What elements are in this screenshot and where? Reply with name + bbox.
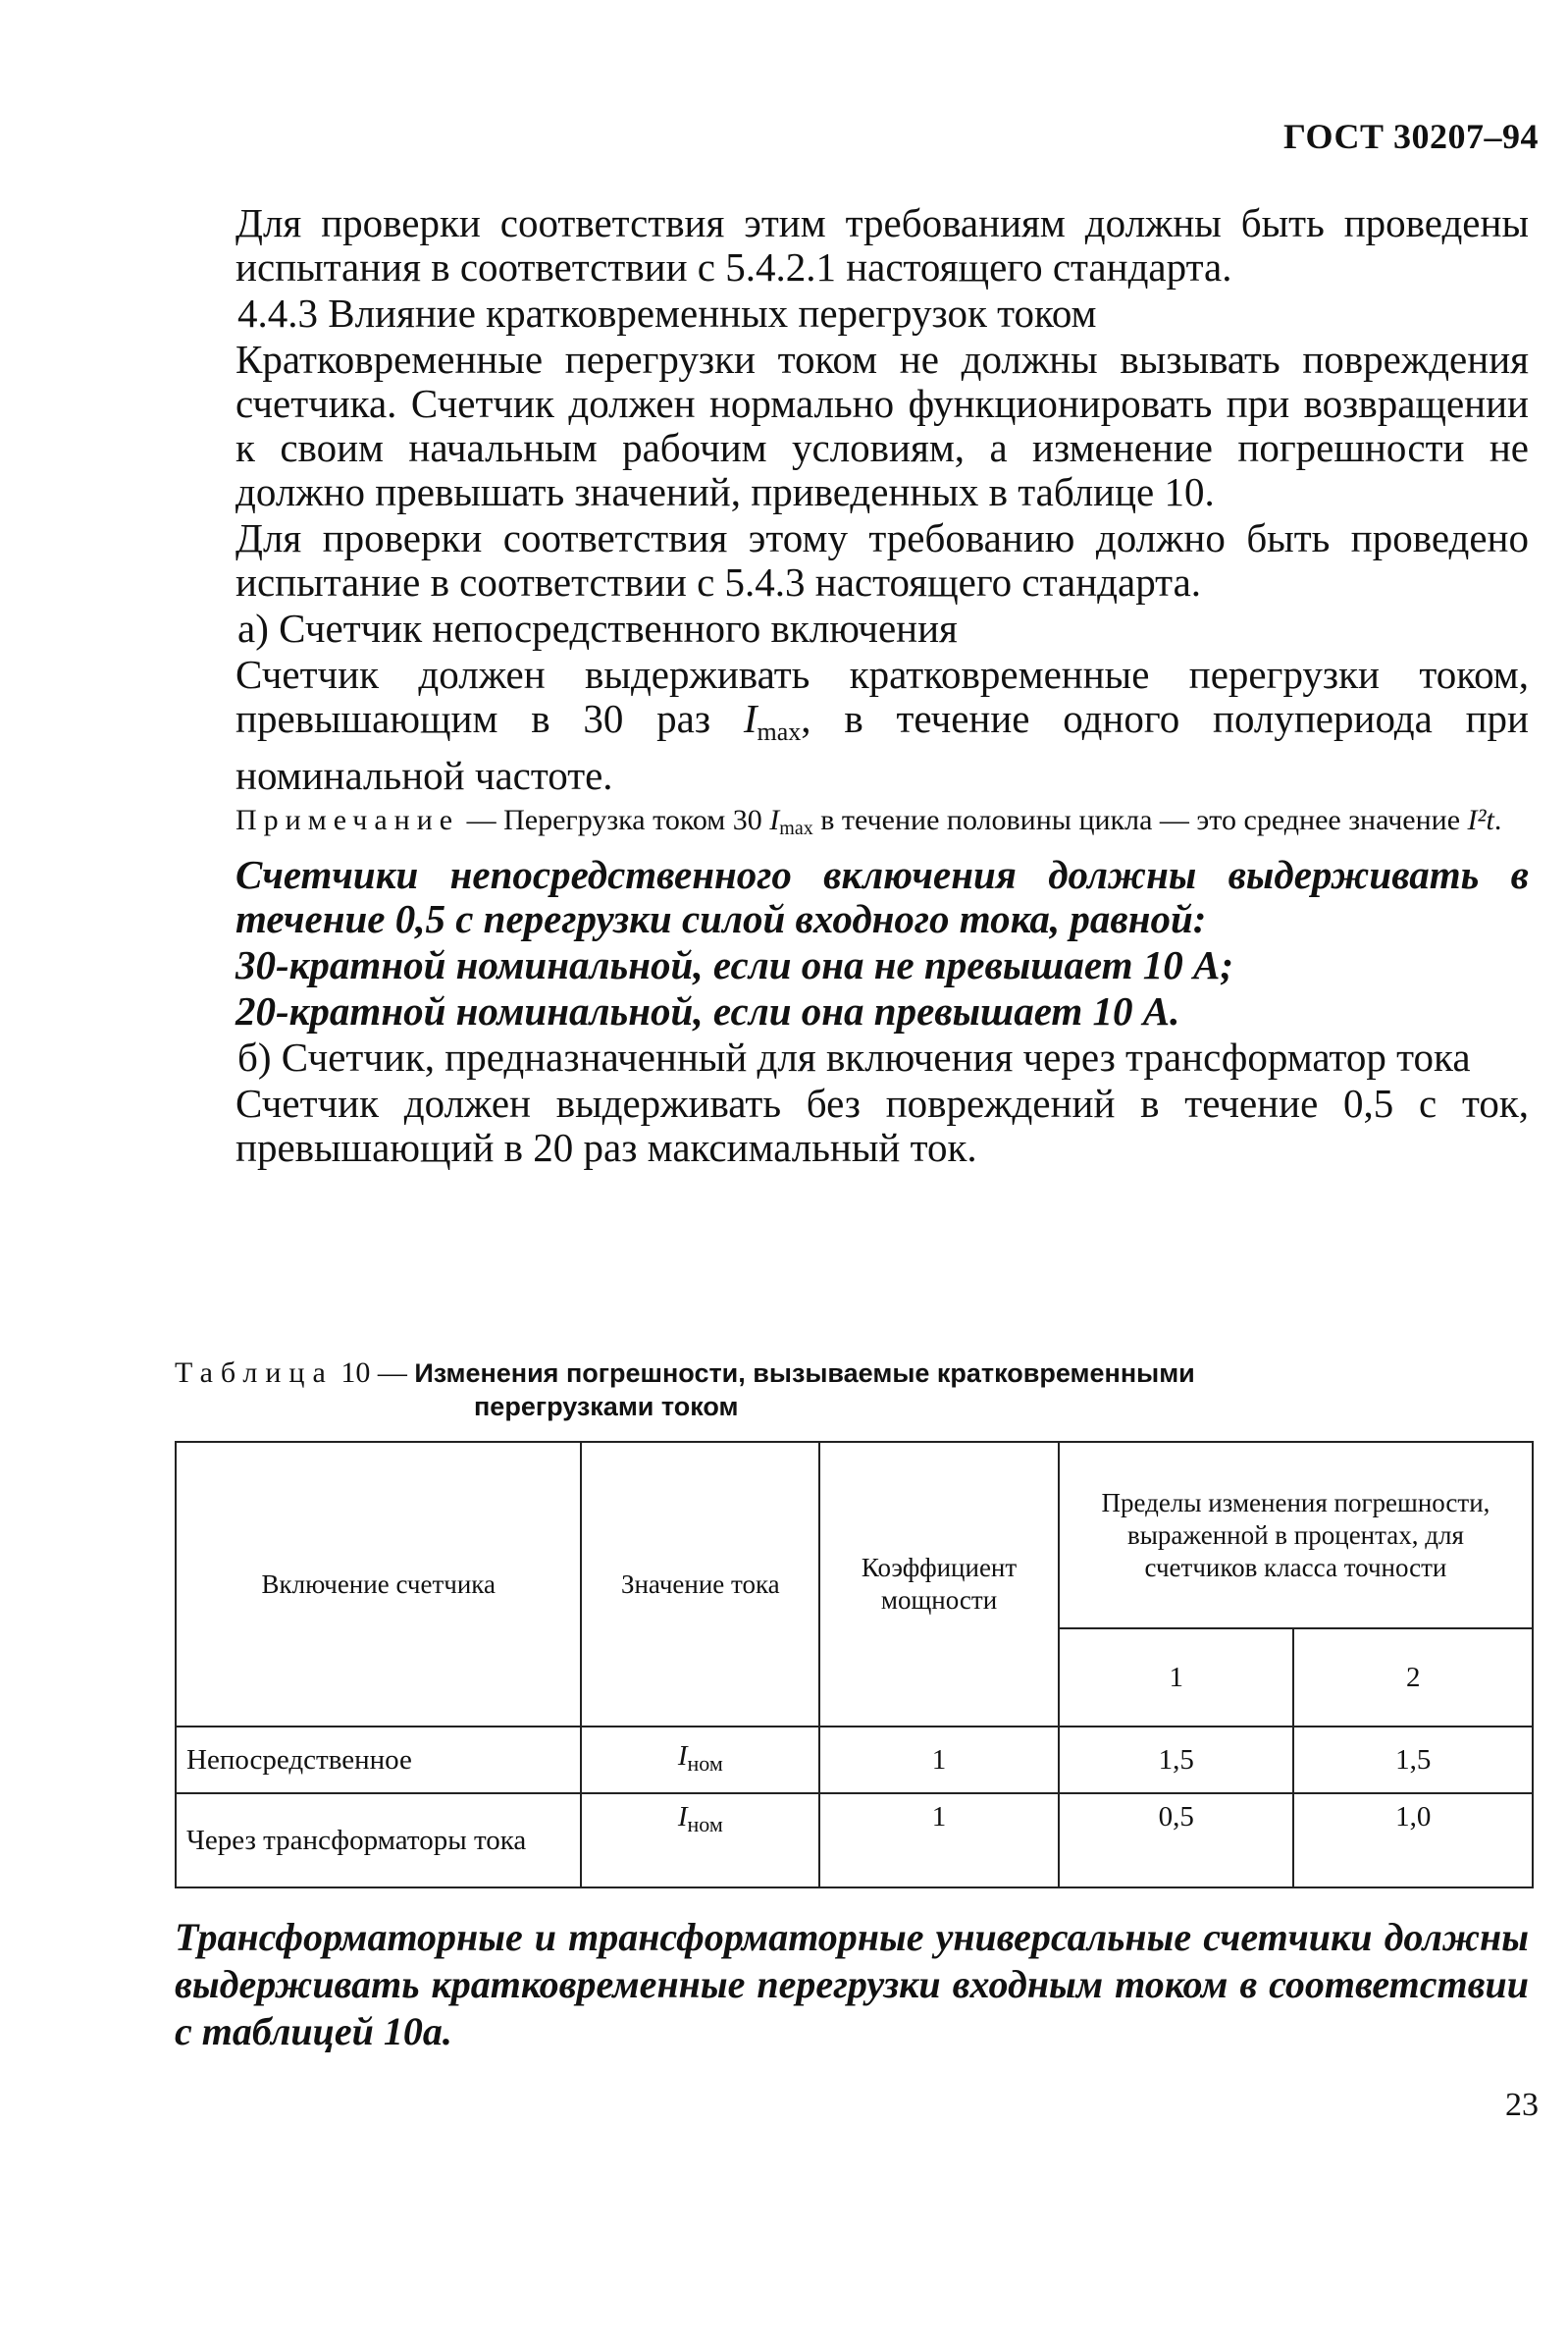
- table-row: [176, 1793, 1533, 1887]
- document-code-header: ГОСТ 30207–94: [1283, 117, 1539, 156]
- current-symbol: I: [677, 1740, 688, 1772]
- header-connection: Включение счетчика: [176, 1442, 581, 1727]
- text-fragment: , в течение одного полупериода при номинальной частоте.: [235, 696, 1530, 798]
- text-fragment: Счетчик должен выдерживать кратковременные перегрузки током, превышающим в 30 раз: [235, 652, 1529, 741]
- header-power-factor: Коэффициент мощности: [819, 1442, 1059, 1727]
- table-title-cont: перегрузками током: [474, 1392, 739, 1421]
- paragraph: Кратковременные перегрузки током не должны вызывать повреждения счетчика. Счетчик должен нормально функционировать при возвращении к своим начальным рабочим условиям, а изменение погрешности не должно превышать значений, приведенных в таблице 10.: [235, 337, 1529, 514]
- paragraph: 20-кратной номинальной, если она превышает 10 А.: [235, 988, 1180, 1034]
- error-limits-table: [175, 1441, 1534, 1888]
- current-subscript: max: [757, 717, 802, 746]
- paragraph: [235, 653, 1529, 798]
- cell-connection: Через трансформаторы тока: [176, 1793, 581, 1887]
- table-caption: [175, 1356, 1529, 1423]
- current-subscript: max: [779, 818, 813, 839]
- paragraph: Для проверки соответствия этому требованию должно быть проведено испытание в соответствии с 5.4.3 настоящего стандарта.: [235, 515, 1529, 605]
- header-current: Значение тока: [581, 1442, 819, 1727]
- paragraph: 30-кратной номинальной, если она не превышает 10 А;: [235, 942, 1233, 987]
- header-limits: Пределы изменения погрешности, выраженной в процентах, для счетчиков класса точности: [1059, 1442, 1533, 1628]
- current-symbol: I: [743, 696, 758, 741]
- page-number: 23: [1505, 2087, 1539, 2123]
- text-fragment: в течение половины цикла — это среднее значение: [812, 804, 1468, 836]
- text-fragment: — Перегрузка током 30: [459, 804, 770, 836]
- paragraph: Счетчики непосредственного включения должны выдерживать в течение 0,5 с перегрузки силой входного тока, равной:: [235, 852, 1529, 941]
- table-number: 10 —: [340, 1356, 407, 1389]
- list-item-a: а) Счетчик непосредственного включения: [237, 606, 958, 651]
- current-subscript: ном: [687, 1812, 723, 1836]
- cell-class-2: 1,0: [1293, 1793, 1533, 1887]
- text-fragment: .: [1493, 804, 1502, 836]
- table-title: Изменения погрешности, вызываемые кратковременными: [414, 1358, 1195, 1388]
- current-symbol: I: [677, 1801, 688, 1833]
- cell-current: [581, 1727, 819, 1793]
- formula: I²t: [1467, 804, 1494, 836]
- closing-paragraph: Трансформаторные и трансформаторные универсальные счетчики должны выдерживать кратковременные перегрузки входным током в соответствии с таблицей 10а.: [175, 1915, 1529, 2053]
- cell-connection: Непосредственное: [176, 1727, 581, 1793]
- list-item-b: б) Счетчик, предназначенный для включения через трансформатор тока: [237, 1035, 1471, 1080]
- cell-power-factor: 1: [819, 1727, 1059, 1793]
- cell-class-1: 1,5: [1059, 1727, 1294, 1793]
- section-heading: 4.4.3 Влияние кратковременных перегрузок током: [237, 291, 1097, 336]
- main-text: [235, 201, 1529, 1172]
- table-row: [176, 1727, 1533, 1793]
- note: [235, 804, 1529, 845]
- cell-class-1: 0,5: [1059, 1793, 1294, 1887]
- current-symbol: I: [769, 804, 780, 836]
- cell-current: [581, 1793, 819, 1887]
- header-class-2: 2: [1293, 1628, 1533, 1727]
- paragraph: Счетчик должен выдерживать без повреждений в течение 0,5 с ток, превышающий в 20 раз максимальный ток.: [235, 1081, 1529, 1170]
- cell-class-2: 1,5: [1293, 1727, 1533, 1793]
- table-label: Таблица: [175, 1356, 334, 1389]
- cell-power-factor: 1: [819, 1793, 1059, 1887]
- header-class-1: 1: [1059, 1628, 1294, 1727]
- paragraph: Для проверки соответствия этим требованиям должны быть проведены испытания в соответствии с 5.4.2.1 настоящего стандарта.: [235, 200, 1529, 290]
- note-label: Примечание: [235, 804, 460, 836]
- current-subscript: ном: [687, 1751, 723, 1776]
